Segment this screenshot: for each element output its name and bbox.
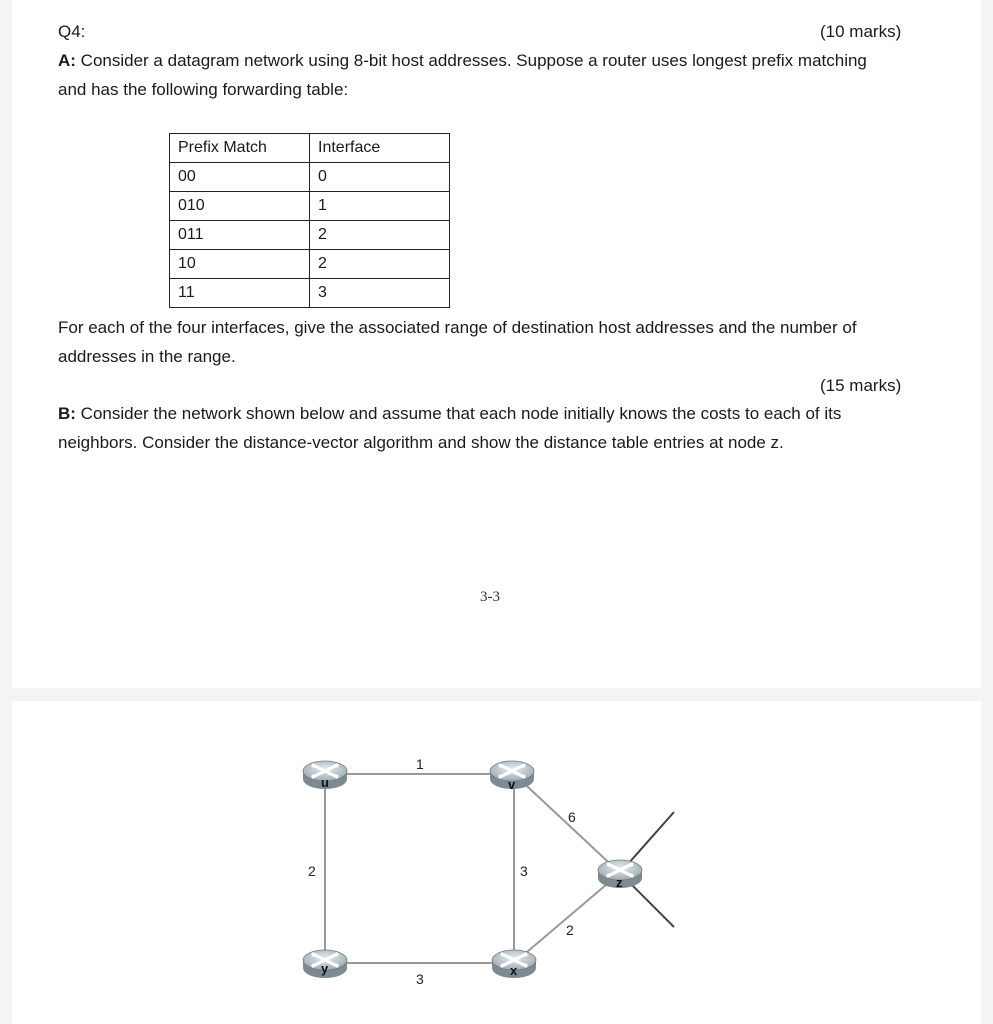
cost-x-z: 2 bbox=[566, 922, 574, 938]
link-x-z bbox=[514, 873, 620, 963]
prefix-cell: 010 bbox=[170, 192, 310, 221]
slide-number: 3-3 bbox=[480, 589, 500, 605]
router-label-z: z bbox=[616, 875, 623, 890]
router-label-v: v bbox=[508, 777, 516, 792]
interface-cell: 0 bbox=[310, 163, 450, 192]
table-row bbox=[170, 192, 450, 221]
part-b-text-1: Consider the network shown below and assume that each node initially knows the costs to each of its bbox=[75, 404, 842, 423]
network-diagram bbox=[12, 701, 981, 1024]
prefix-cell: 10 bbox=[170, 250, 310, 279]
part-a-after-2: addresses in the range. bbox=[58, 347, 236, 366]
table-header: Prefix Match bbox=[170, 134, 310, 163]
interface-cell: 1 bbox=[310, 192, 450, 221]
link-v-z bbox=[514, 774, 620, 873]
interface-cell: 2 bbox=[310, 221, 450, 250]
part-a-marks: (10 marks) bbox=[820, 22, 902, 41]
part-b-label: B: bbox=[58, 404, 76, 423]
question-page bbox=[12, 0, 981, 688]
cost-v-z: 6 bbox=[568, 809, 576, 825]
table-header: Interface bbox=[310, 134, 450, 163]
table-row bbox=[170, 250, 450, 279]
part-a-after-1: For each of the four interfaces, give the associated range of destination host addresses and the number of bbox=[58, 318, 857, 337]
cost-v-x: 3 bbox=[520, 863, 528, 879]
interface-cell: 3 bbox=[310, 279, 450, 308]
part-b-line-2: neighbors. Consider the distance-vector algorithm and show the distance table entries at node z. bbox=[58, 433, 784, 452]
diagram-page bbox=[12, 701, 981, 1024]
cost-u-y: 2 bbox=[308, 863, 316, 879]
table-row bbox=[170, 221, 450, 250]
table-header-row bbox=[170, 134, 450, 163]
router-label-x: x bbox=[510, 963, 518, 978]
part-b-marks: (15 marks) bbox=[820, 376, 902, 395]
part-b-line-1 bbox=[58, 400, 841, 428]
router-label-u: u bbox=[321, 775, 329, 790]
table-row bbox=[170, 163, 450, 192]
part-a-line-2: and has the following forwarding table: bbox=[58, 80, 349, 99]
part-a-text-1: Consider a datagram network using 8-bit host addresses. Suppose a router uses longest prefix matching bbox=[75, 51, 867, 70]
part-a-label: A: bbox=[58, 51, 76, 70]
interface-cell: 2 bbox=[310, 250, 450, 279]
prefix-cell: 011 bbox=[170, 221, 310, 250]
question-number: Q4: bbox=[58, 22, 86, 41]
router-u bbox=[303, 761, 347, 790]
cost-u-v: 1 bbox=[416, 756, 424, 772]
router-x bbox=[492, 950, 536, 978]
router-y bbox=[303, 950, 347, 978]
cost-y-x: 3 bbox=[416, 971, 424, 987]
forwarding-table bbox=[169, 133, 450, 308]
table-row bbox=[170, 279, 450, 308]
router-label-y: y bbox=[321, 961, 329, 976]
part-a-line-1 bbox=[58, 47, 867, 75]
prefix-cell: 11 bbox=[170, 279, 310, 308]
prefix-cell: 00 bbox=[170, 163, 310, 192]
